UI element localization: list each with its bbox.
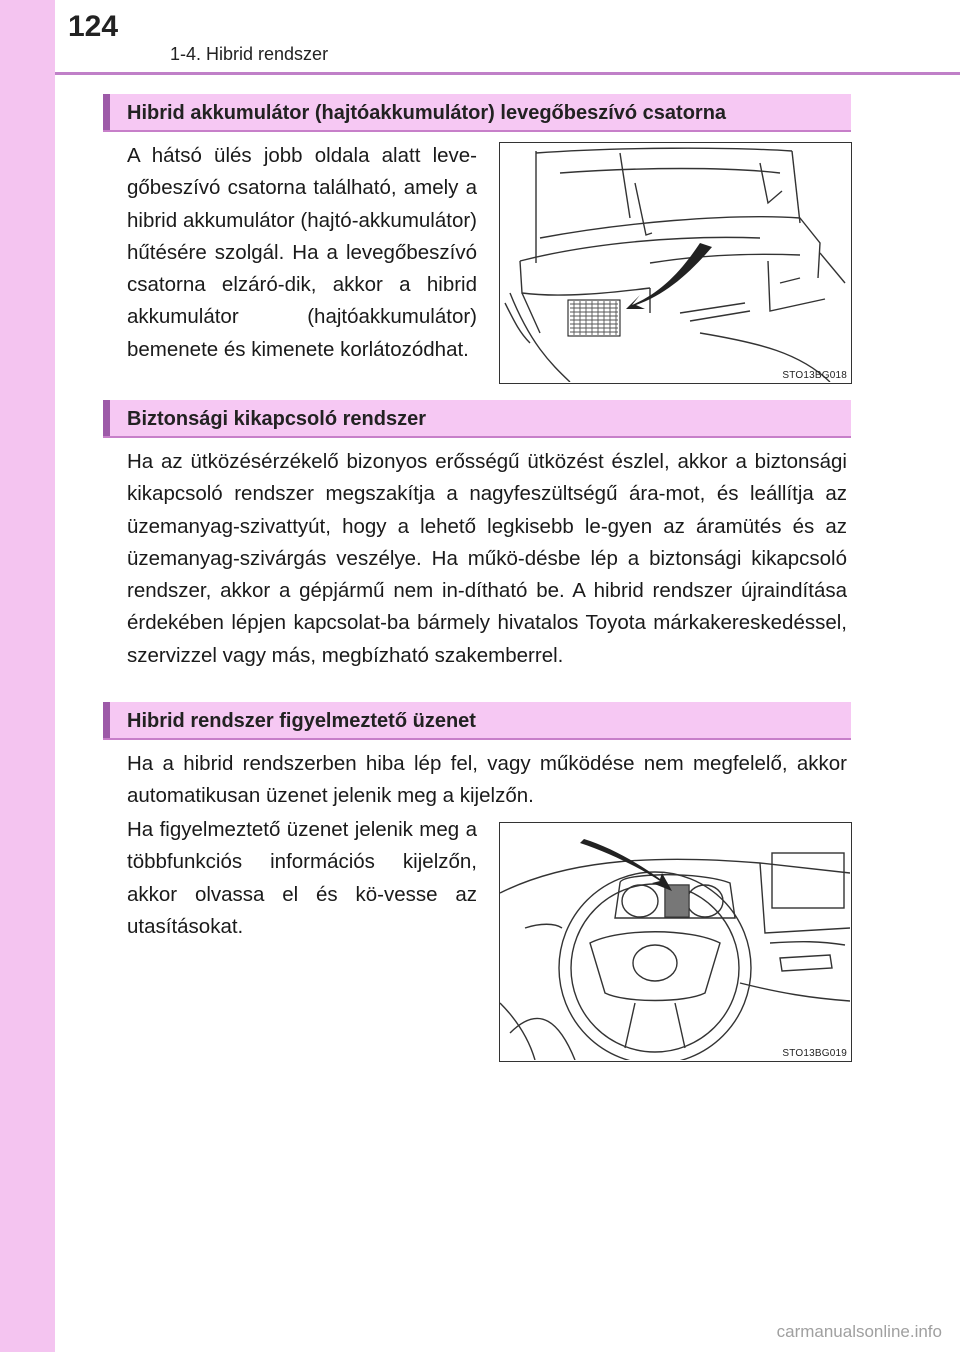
warning-instruction-paragraph: Ha figyelmeztető üzenet jelenik meg a többfunkciós információs kijelzőn, akkor olvassa el és kö-vesse az utasításokat. <box>127 818 477 938</box>
section-heading-safety-cutoff <box>103 400 851 438</box>
pointer-arrow-icon <box>626 243 712 309</box>
section-title: Hibrid akkumulátor (hajtóakkumulátor) levegőbeszívó csatorna <box>127 102 727 124</box>
rear-seat-illustration <box>500 143 850 382</box>
header-rule <box>55 72 960 75</box>
safety-cutoff-paragraph: Ha az ütközésérzékelő bizonyos erősségű ütközést észlel, akkor a biztonsági kikapcsoló rendszer megszakítja a nagyfeszültségű ára-mot, és leállítja az üzemanyag-szivattyút, hogy a lehető legkisebb le-gyen az áramütés és az üzemanyag-szivárgás veszélye. Ha műkö-désbe lép a biztonsági kikapcsoló rendszer, akkor a gépjármű nem in-dítható be. A hibrid rendszer újraindítása érdekében lépjen kapcsolat-ba bármely hivatalos Toyota márkakereskedéssel, szervizzel vagy más, megbízható szakemberrel. <box>127 450 847 667</box>
watermark: carmanualsonline.info <box>776 1322 942 1341</box>
air-intake-paragraph: A hátsó ülés jobb oldala alatt leve-gőbeszívó csatorna található, amely a hibrid akkumulátor (hajtó-akkumulátor) hűtésére szolgál. Ha a levegőbeszívó csatorna elzáró-dik, akkor a hibrid akkumulátor (hajtóakkumulátor) bemenete és kimenete korlátozódhat. <box>127 144 477 361</box>
figure-code: STO13BG018 <box>782 370 847 381</box>
heading-bar <box>103 94 110 130</box>
heading-bar <box>103 400 110 436</box>
side-band <box>0 0 55 1352</box>
figure-code: STO13BG019 <box>782 1048 847 1059</box>
chapter-title: 1-4. Hibrid rendszer <box>170 44 329 64</box>
section-heading-warning-message <box>103 702 851 740</box>
section-title: Hibrid rendszer figyelmeztető üzenet <box>127 710 476 732</box>
section-title: Biztonsági kikapcsoló rendszer <box>127 408 426 430</box>
steering-wheel-illustration <box>500 823 850 1060</box>
page-number: 124 <box>68 10 119 43</box>
warning-message-paragraph: Ha a hibrid rendszerben hiba lép fel, vagy működése nem megfelelő, akkor automatikusan üzenet jelenik meg a kijelzőn. <box>127 752 847 808</box>
rear-seat-figure <box>499 142 852 384</box>
steering-wheel-figure <box>499 822 852 1062</box>
heading-bar <box>103 702 110 738</box>
section-heading-air-intake <box>103 94 851 132</box>
